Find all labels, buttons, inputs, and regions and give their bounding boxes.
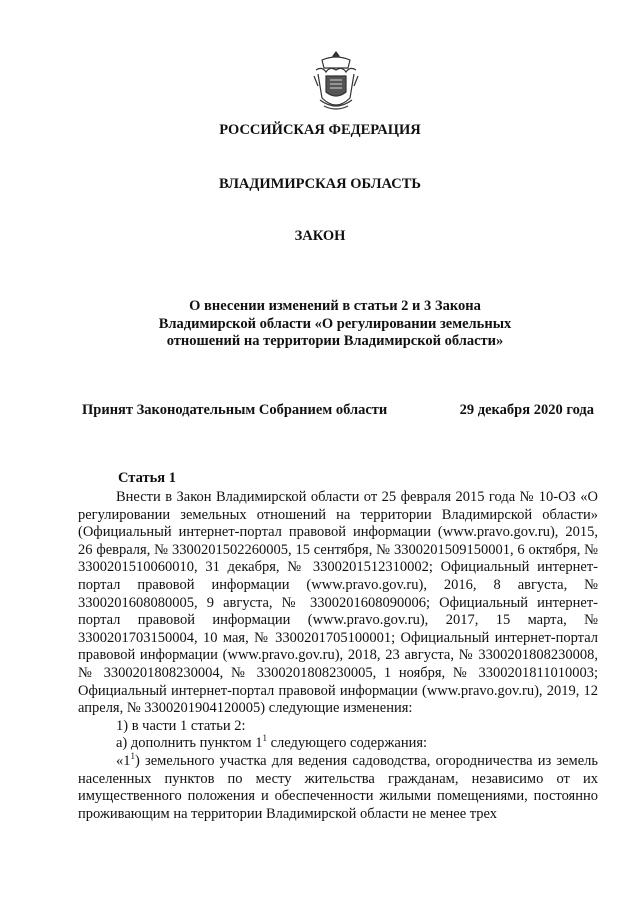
quote-start: «1	[116, 752, 131, 769]
article-paragraph: Внести в Закон Владимирской области от 25 февраля 2015 года № 10-ОЗ «О регулировании земельных отношений на территории Владимирской области» (Официальный интернет-портал правовой информации (www.pravo.gov.ru), 2015, 26 февраля, № 3300201502260005, 15 сентября, № 3300201509150001, 6 октября, № 3300201510060010, 31 декабря, № 3300201512310002; Официальный интернет-портал правовой информации (www.pravo.gov.ru), 2016, 8 августа, № 3300201608080005, 9 августа, № 3300201608090006; Официальный интернет-портал правовой информации (www.pravo.gov.ru), 2017, 15 марта, № 3300201703150004, 10 мая, № 3300201705100001; Официальный интернет-портал правовой информации (www.pravo.gov.ru), 2018, 23 августа, № 3300201808230008, № 3300201808230004, № 3300201808230005, 1 ноября, № 3300201811010003; Официальный интернет-портал правовой информации (www.pravo.gov.ru), 2019, 12 апреля, № 3300201904120005) следующие изменения:	[78, 489, 598, 717]
law-title: О внесении изменений в статьи 2 и 3 Закона Владимирской области «О регулировании земельных отношений на территории Владимирской области»	[158, 298, 512, 349]
quote-superscript: 1	[130, 751, 135, 762]
article-heading: Статья 1	[118, 470, 176, 486]
article-item-1: 1) в части 1 статьи 2:	[116, 717, 246, 734]
country-heading: РОССИЙСКАЯ ФЕДЕРАЦИЯ	[219, 122, 421, 138]
item-a-text-end: следующего содержания:	[266, 735, 428, 752]
adoption-date: 29 декабря 2020 года	[459, 402, 594, 418]
item-a-superscript: 1	[262, 733, 267, 744]
article-item-a	[78, 735, 598, 753]
quote-text: ) земельного участка для ведения садоводства, огородничества из земель населенных пунктов по месту жительства гражданам, независимо от их имущественного положения и обеспеченности жилыми помещениями, постоянно проживающим на территории Владимирской области не менее трех	[78, 752, 598, 822]
adopted-by: Принят Законодательным Собранием области	[82, 402, 388, 418]
adoption-line	[82, 402, 594, 419]
region-heading: ВЛАДИМИРСКАЯ ОБЛАСТЬ	[219, 176, 421, 192]
article-body	[78, 489, 598, 823]
doc-type-heading: ЗАКОН	[294, 228, 346, 244]
quoted-clause	[78, 753, 598, 823]
item-a-text: а) дополнить пунктом 1	[116, 735, 263, 752]
coat-of-arms-icon	[312, 50, 360, 114]
